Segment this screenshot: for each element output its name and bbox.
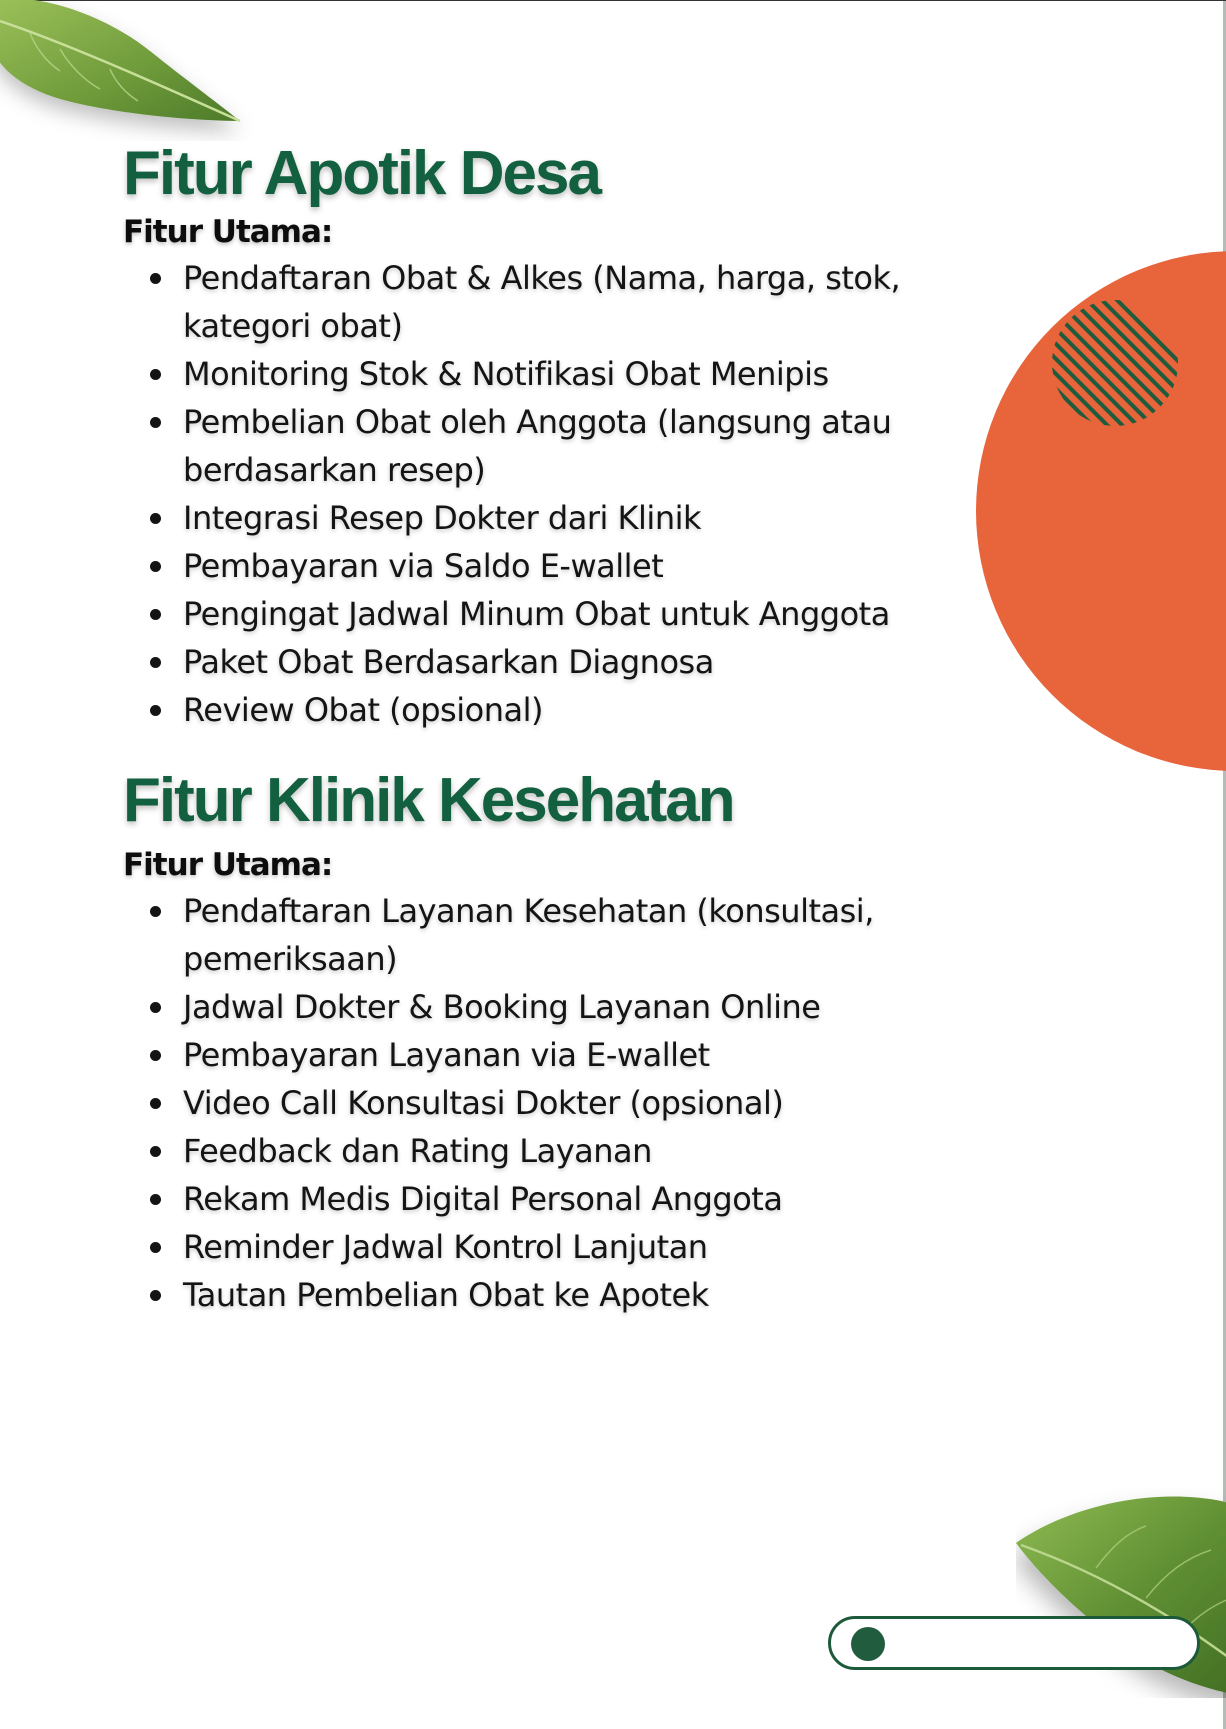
list-item: Feedback dan Rating Layanan <box>183 1127 1023 1175</box>
list-item: Integrasi Resep Dokter dari Klinik <box>183 494 1023 542</box>
list-item: Paket Obat Berdasarkan Diagnosa <box>183 638 1023 686</box>
list-item: Pengingat Jadwal Minum Obat untuk Anggota <box>183 590 1023 638</box>
list-item: Review Obat (opsional) <box>183 686 1023 734</box>
section-subtitle: Fitur Utama: <box>123 214 333 251</box>
list-item: Rekam Medis Digital Personal Anggota <box>183 1175 1023 1223</box>
striped-circle-icon <box>1050 298 1180 428</box>
section-klinik-kesehatan <box>123 768 1023 1319</box>
leaf-icon <box>0 0 260 141</box>
feature-list <box>123 254 1023 734</box>
progress-indicator <box>828 1616 1200 1670</box>
feature-list <box>123 887 1023 1319</box>
list-item: Jadwal Dokter & Booking Layanan Online <box>183 983 1023 1031</box>
progress-dot <box>851 1627 885 1661</box>
main-content <box>123 141 1023 1319</box>
list-item: Monitoring Stok & Notifikasi Obat Menipis <box>183 350 1023 398</box>
list-item: Video Call Konsultasi Dokter (opsional) <box>183 1079 1023 1127</box>
list-item: Pembayaran Layanan via E-wallet <box>183 1031 1023 1079</box>
list-item: Pendaftaran Obat & Alkes (Nama, harga, stok, kategori obat) <box>183 254 1023 350</box>
list-item: Pendaftaran Layanan Kesehatan (konsultasi, pemeriksaan) <box>183 887 1023 983</box>
section-title: Fitur Klinik Kesehatan <box>123 766 734 836</box>
list-item: Pembelian Obat oleh Anggota (langsung atau berdasarkan resep) <box>183 398 1023 494</box>
section-title: Fitur Apotik Desa <box>123 139 600 208</box>
section-subtitle: Fitur Utama: <box>123 847 333 884</box>
section-apotik-desa <box>123 141 1023 734</box>
list-item: Pembayaran via Saldo E-wallet <box>183 542 1023 590</box>
list-item: Tautan Pembelian Obat ke Apotek <box>183 1271 1023 1319</box>
list-item: Reminder Jadwal Kontrol Lanjutan <box>183 1223 1023 1271</box>
